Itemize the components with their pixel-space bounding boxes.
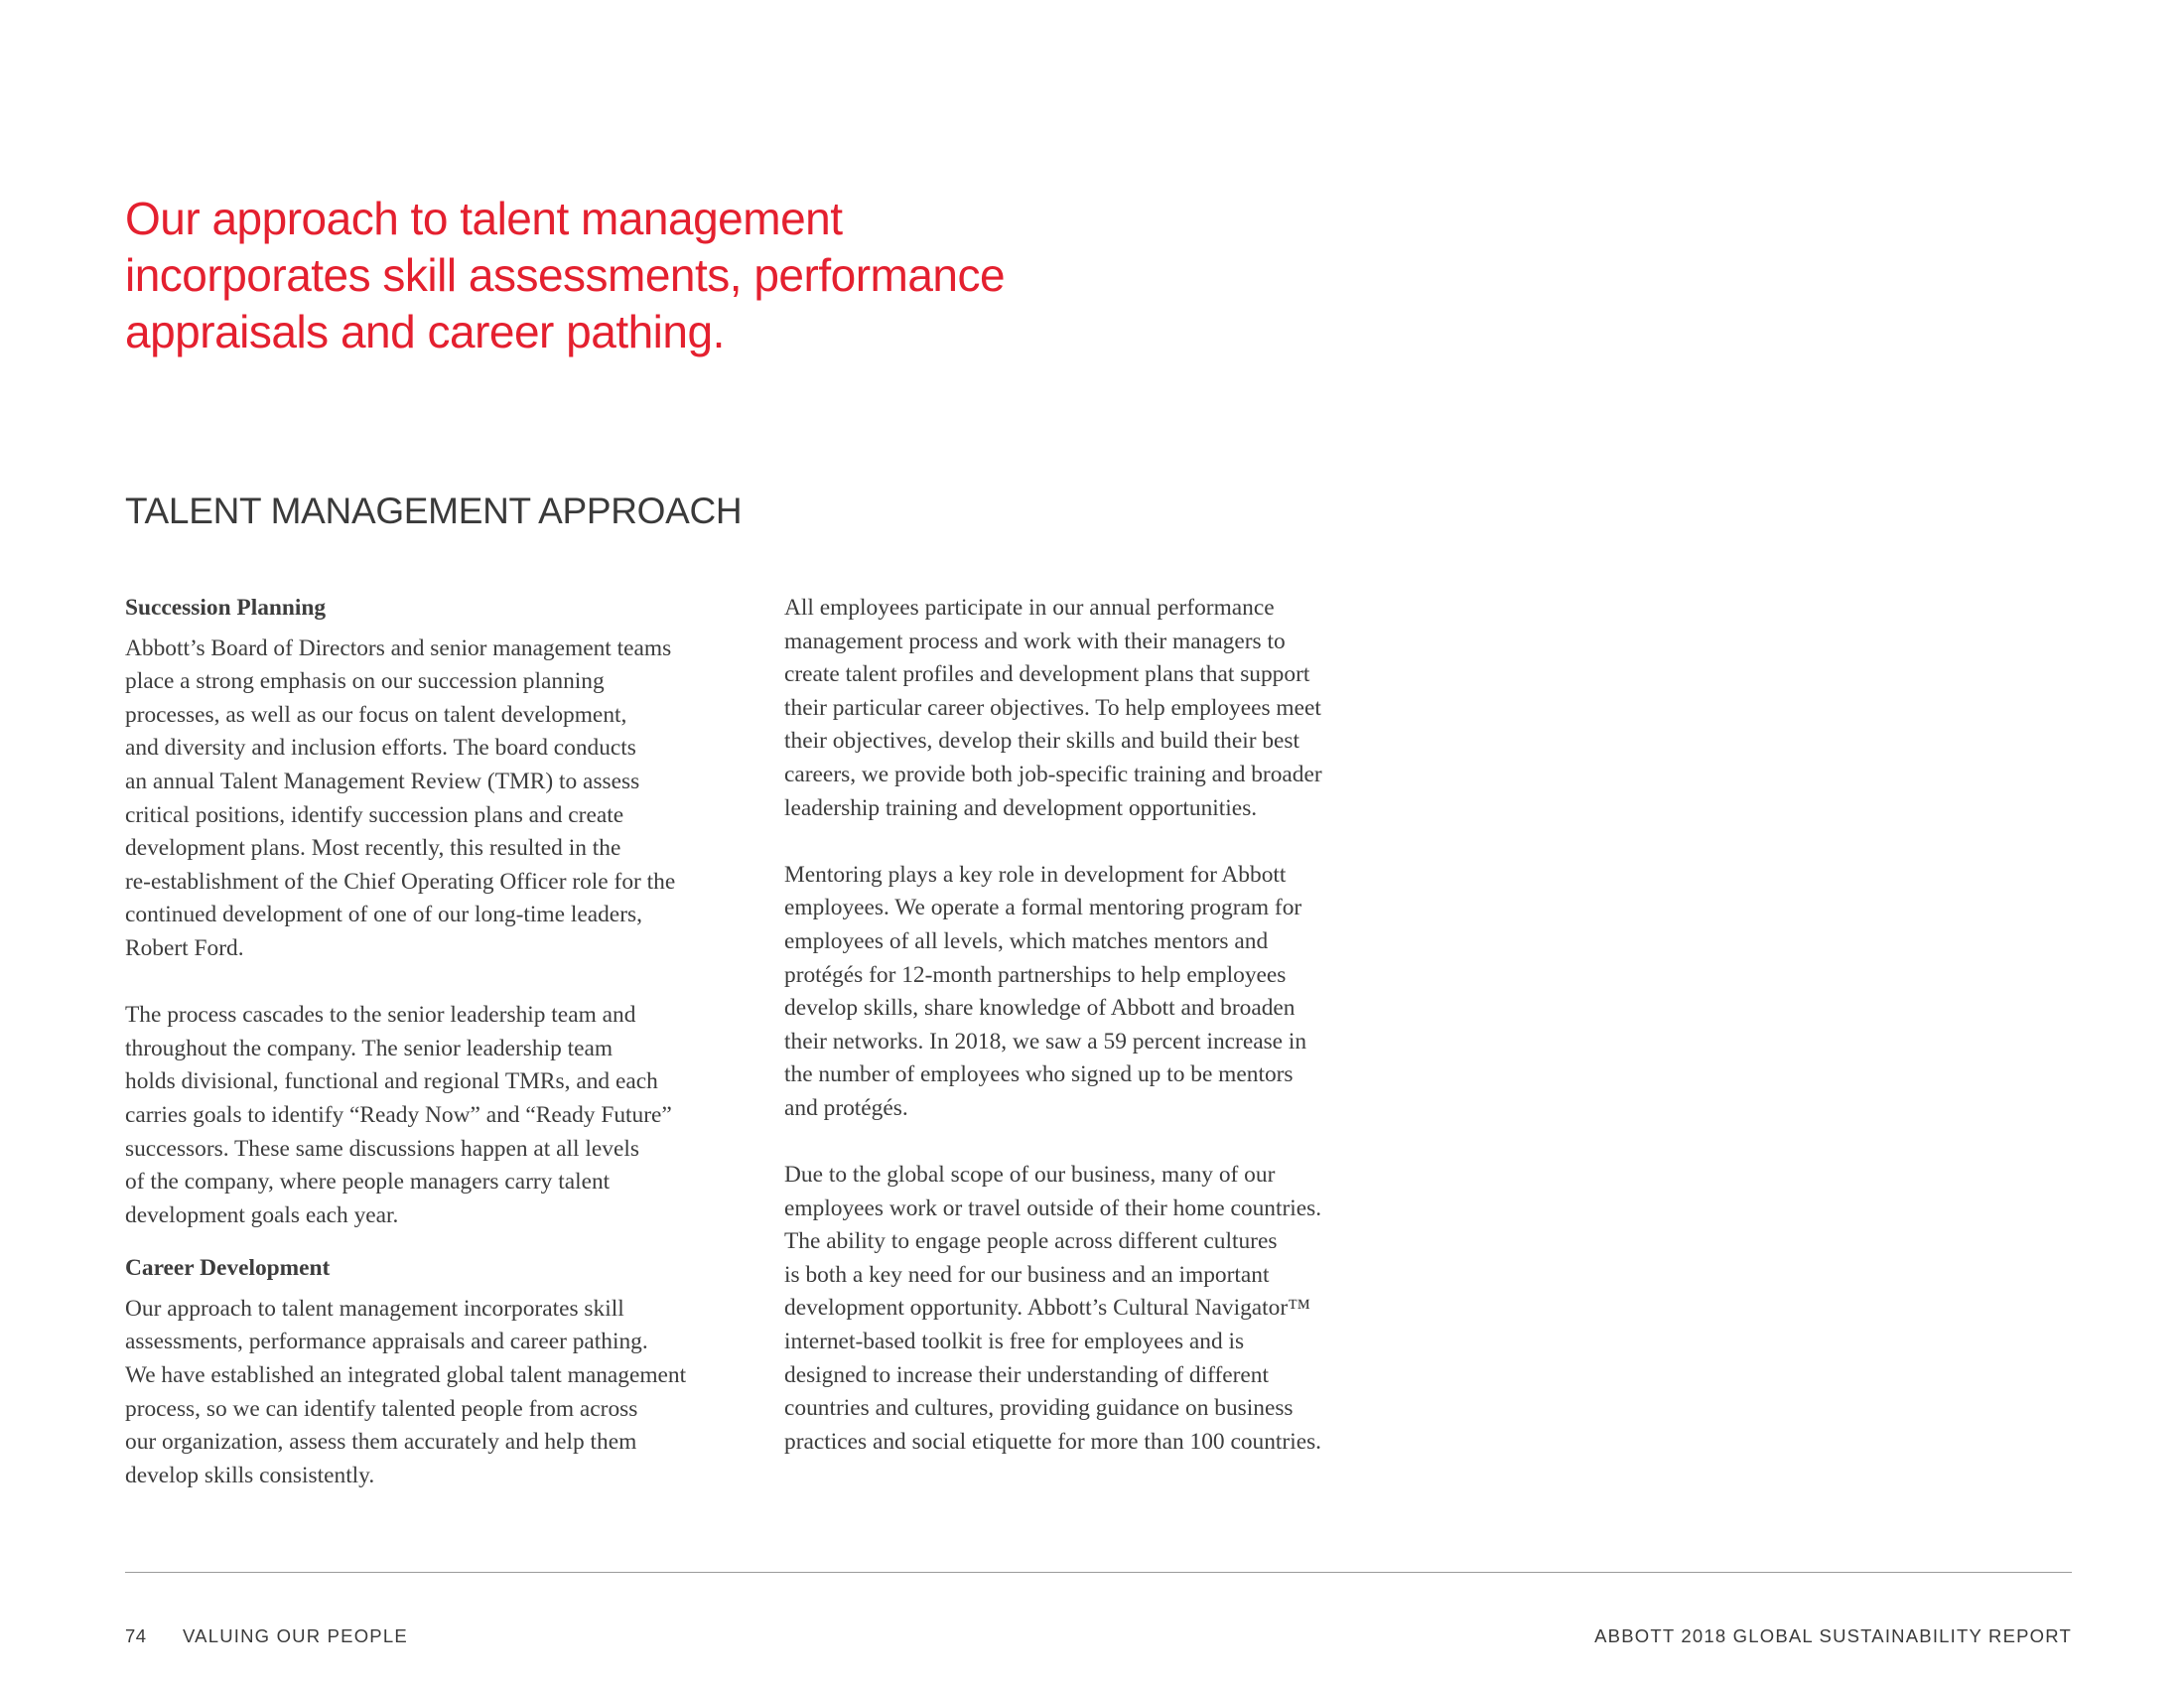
text-line: their particular career objectives. To help employees meet: [784, 694, 1321, 721]
text-line: careers, we provide both job-specific training and broader: [784, 761, 1322, 787]
text-line: We have established an integrated global talent management: [125, 1362, 687, 1389]
text-line: designed to increase their understanding of different: [784, 1361, 1270, 1388]
text-line: assessments, performance appraisals and career pathing.: [125, 1329, 648, 1355]
text-line: their objectives, develop their skills and build their best: [784, 728, 1300, 755]
text-line: our organization, assess them accurately and help them: [125, 1429, 637, 1456]
text-line: process, so we can identify talented people from across: [125, 1395, 638, 1422]
text-line: leadership training and development opportunities.: [784, 794, 1258, 821]
text-line: internet-based toolkit is free for employees and is: [784, 1329, 1245, 1355]
text-line: Robert Ford.: [125, 934, 244, 961]
pull-quote-line: incorporates skill assessments, performance: [125, 249, 1006, 301]
text-line: is both a key need for our business and an important: [784, 1261, 1270, 1288]
right-column: [784, 592, 1439, 1459]
mentoring-paragraph: [784, 859, 1439, 1126]
text-line: development plans. Most recently, this resulted in the: [125, 835, 621, 862]
text-line: management process and work with their managers to: [784, 628, 1286, 654]
footer-section-name: VALUING OUR PEOPLE: [183, 1625, 408, 1646]
section-title: TALENT MANAGEMENT APPROACH: [125, 491, 743, 531]
text-line: an annual Talent Management Review (TMR) to assess: [125, 768, 640, 794]
text-line: carries goals to identify “Ready Now” and “Ready Future”: [125, 1101, 672, 1128]
page-number: 74: [125, 1625, 147, 1646]
text-line: Due to the global scope of our business, many of our: [784, 1162, 1276, 1189]
text-line: of the company, where people managers carry talent: [125, 1169, 611, 1196]
text-line: holds divisional, functional and regional TMRs, and each: [125, 1068, 658, 1095]
global-scope-paragraph: [784, 1159, 1439, 1459]
succession-paragraph-2: [125, 999, 770, 1232]
text-line: Our approach to talent management incorporates skill: [125, 1295, 624, 1322]
text-line: their networks. In 2018, we saw a 59 percent increase in: [784, 1028, 1307, 1055]
text-line: successors. These same discussions happen at all levels: [125, 1135, 639, 1162]
left-column: [125, 592, 770, 1492]
text-line: employees. We operate a formal mentoring program for: [784, 895, 1302, 921]
footer-report-name: ABBOTT 2018 GLOBAL SUSTAINABILITY REPORT: [1594, 1625, 2072, 1646]
text-line: create talent profiles and development plans that support: [784, 661, 1310, 688]
text-line: protégés for 12-month partnerships to help employees: [784, 961, 1287, 988]
career-development-heading: Career Development: [125, 1255, 331, 1282]
text-line: The ability to engage people across different cultures: [784, 1228, 1278, 1255]
text-line: All employees participate in our annual performance: [784, 595, 1275, 621]
text-line: throughout the company. The senior leadership team: [125, 1035, 614, 1061]
performance-paragraph: [784, 592, 1439, 825]
footer-divider: [125, 1572, 2072, 1573]
pull-quote-line: Our approach to talent management: [125, 193, 843, 244]
text-line: countries and cultures, providing guidance on business: [784, 1395, 1294, 1422]
text-line: The process cascades to the senior leadership team and: [125, 1002, 636, 1029]
succession-planning-heading: Succession Planning: [125, 595, 327, 621]
text-line: critical positions, identify succession plans and create: [125, 801, 624, 828]
text-line: the number of employees who signed up to be mentors: [784, 1061, 1294, 1088]
text-line: continued development of one of our long-time leaders,: [125, 902, 642, 928]
text-line: practices and social etiquette for more than 100 countries.: [784, 1428, 1322, 1455]
text-line: develop skills consistently.: [125, 1462, 375, 1488]
text-line: employees work or travel outside of their home countries.: [784, 1195, 1322, 1221]
text-line: place a strong emphasis on our succession planning: [125, 668, 605, 695]
succession-paragraph-1: [125, 633, 770, 966]
text-line: and diversity and inclusion efforts. The board conducts: [125, 735, 636, 762]
text-line: employees of all levels, which matches mentors and: [784, 927, 1269, 954]
career-paragraph-1: [125, 1293, 770, 1493]
text-line: re-establishment of the Chief Operating Officer role for the: [125, 868, 676, 895]
pull-quote: [125, 191, 1019, 360]
text-line: develop skills, share knowledge of Abbott and broaden: [784, 995, 1296, 1022]
text-line: development opportunity. Abbott’s Cultural Navigator™: [784, 1295, 1311, 1322]
pull-quote-line: appraisals and career pathing.: [125, 306, 725, 357]
text-line: processes, as well as our focus on talent development,: [125, 701, 627, 728]
text-line: and protégés.: [784, 1094, 908, 1121]
text-line: Abbott’s Board of Directors and senior management teams: [125, 634, 672, 661]
text-line: development goals each year.: [125, 1201, 399, 1228]
text-line: Mentoring plays a key role in development for Abbott: [784, 861, 1287, 888]
